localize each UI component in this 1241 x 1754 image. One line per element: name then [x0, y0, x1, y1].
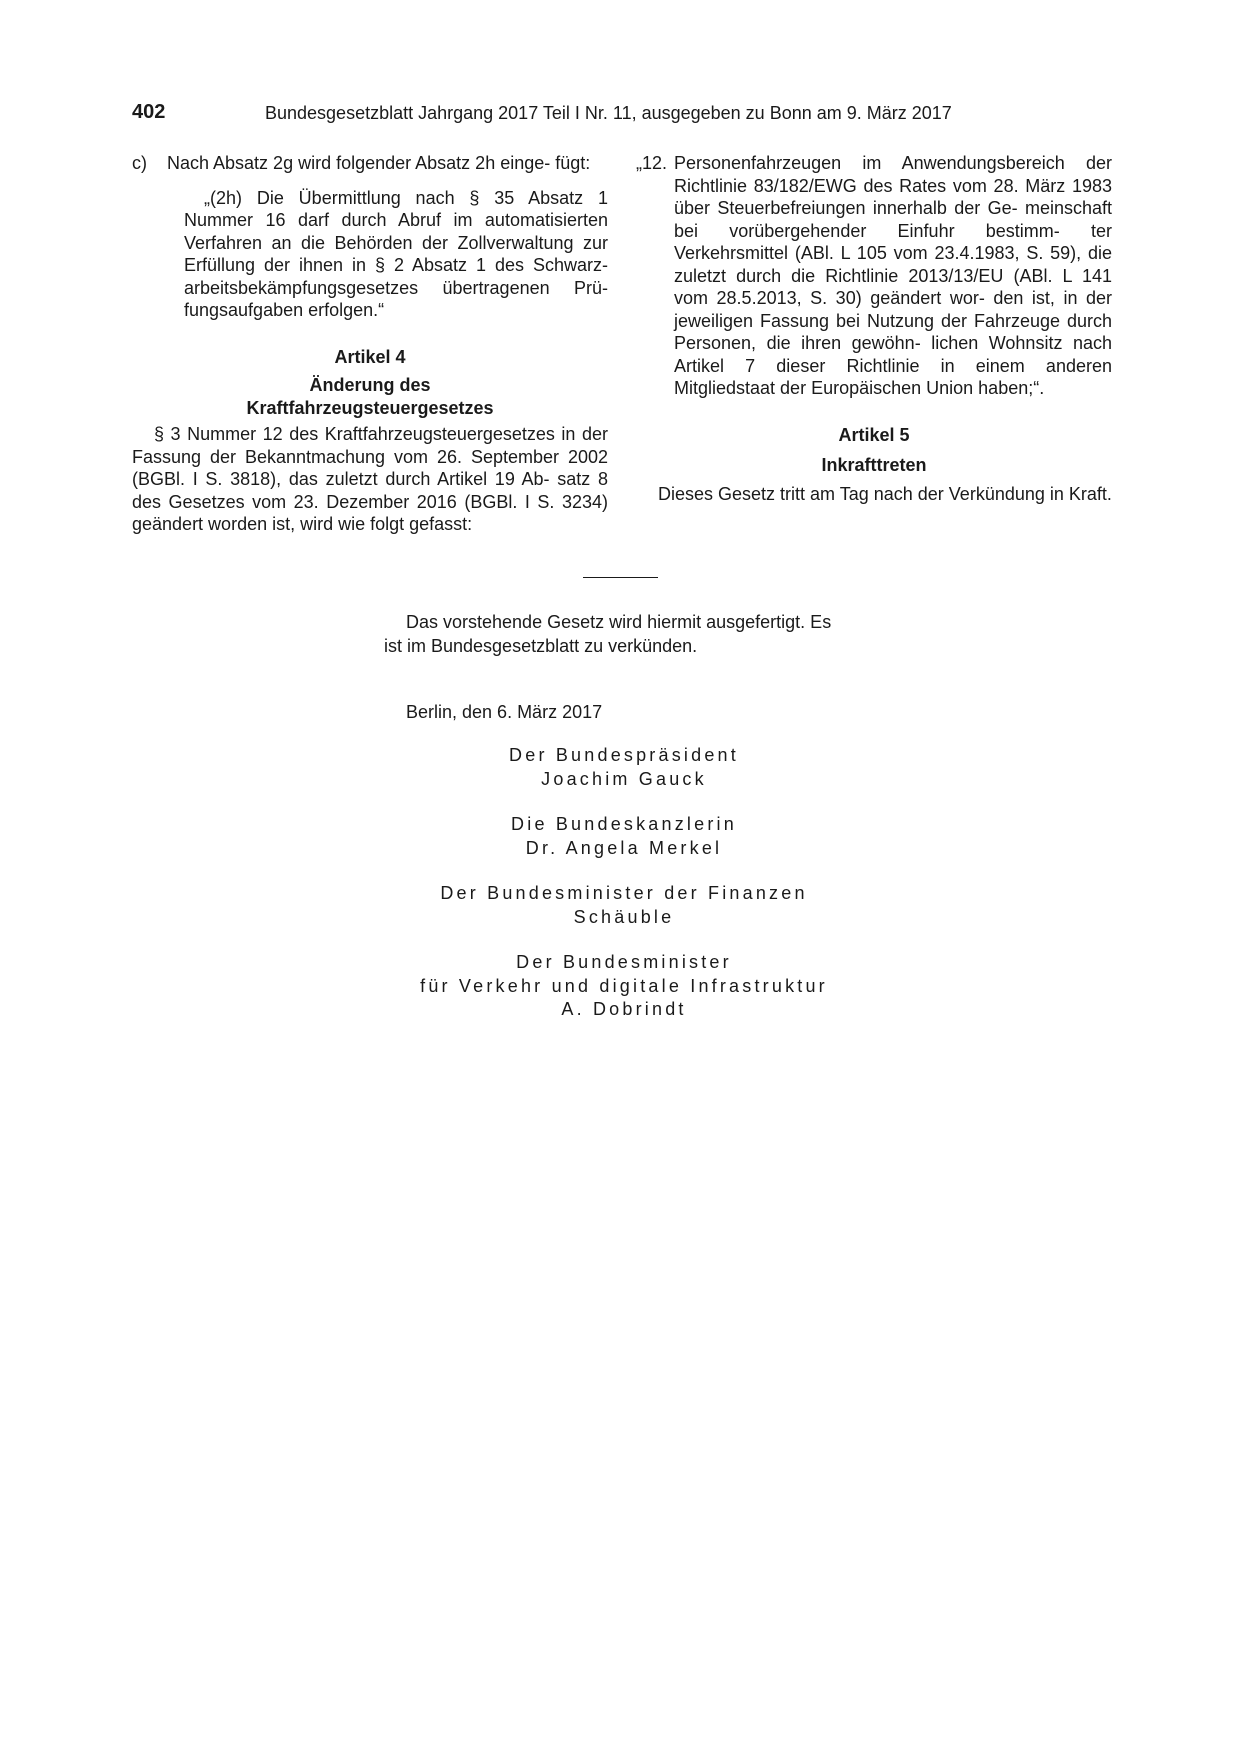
signatory-title: Der Bundespräsident	[509, 745, 739, 765]
item-text: Personenfahrzeugen im Anwendungsbereich der Richtlinie 83/182/EWG des Rates vom 28. März 1983 über Steuerbefreiungen innerhalb der Ge- meinschaft bei vorübergehender Einfuhr bestimm- ter Verkehrsmittel (ABl. L 105 vom 23.4.1983, S. 59), die zuletzt durch die Richtlinie 2013/13/EU (ABl. L 141 vom 28.5.2013, S. 30) geändert wor- den ist, in der jeweiligen Fassung bei Nutzung der Fahrzeuge durch Personen, die ihren gewöhn- lichen Wohnsitz nach Artikel 7 dieser Richtlinie in einem anderen Mitgliedstaat der Europäischen Union haben;“.	[674, 153, 1112, 398]
signatory-name: Dr. Angela Merkel	[525, 837, 723, 858]
signatory-title: Der Bundesminister der Finanzen	[440, 883, 808, 903]
signatory-title: Der Bundesminister	[516, 952, 732, 972]
signatory-name: A. Dobrindt	[561, 999, 687, 1019]
article-4-number: Artikel 4	[334, 346, 406, 367]
article-4-title-line-1: Änderung des	[309, 375, 431, 395]
place-date: Berlin, den 6. März 2017	[406, 702, 603, 722]
page-number: 402	[132, 101, 166, 123]
right-column	[636, 152, 1112, 505]
promulgation-line-1: Das vorstehende Gesetz wird hiermit ausgefertigt. Es	[406, 612, 832, 632]
article-5-number: Artikel 5	[838, 424, 910, 445]
article-5-text: Dieses Gesetz tritt am Tag nach der Verkündung in Kraft.	[658, 483, 1112, 504]
signatory-title: Die Bundeskanzlerin	[511, 814, 737, 834]
signatory-name: Joachim Gauck	[541, 768, 707, 789]
signatory-chancellor	[384, 813, 864, 860]
item-label: c)	[132, 153, 147, 173]
left-column	[132, 152, 608, 536]
quoted-paragraph-2h: „(2h) Die Übermittlung nach § 35 Absatz 1 Nummer 16 darf durch Abruf im automatisierten Verfahren an die Behörden der Zollverwaltung zur Erfüllung der ihnen in § 2 Absatz 1 des Schwarz- arbeitsbekämpfungsgesetzes übertragenen Prü- fungsaufgaben erfolgen.“	[184, 187, 608, 320]
running-head: Bundesgesetzblatt Jahrgang 2017 Teil I Nr. 11, ausgegeben zu Bonn am 9. März 2017	[265, 103, 952, 123]
promulgation-formula	[384, 610, 864, 658]
item-text: Nach Absatz 2g wird folgender Absatz 2h einge- fügt:	[167, 153, 591, 173]
article-4-title-line-2: Kraftfahrzeugsteuergesetzes	[246, 397, 494, 418]
list-item-12	[636, 152, 1112, 400]
item-label: „12.	[636, 153, 668, 173]
signatory-name: Schäuble	[573, 906, 675, 927]
signatory-title-line-2: für Verkehr und digitale Infrastruktur	[420, 975, 828, 996]
signatory-transport-minister	[384, 951, 864, 1022]
list-item-c	[132, 152, 608, 175]
article-5-title: Inkrafttreten	[821, 455, 927, 475]
promulgation-line-2: ist im Bundesgesetzblatt zu verkünden.	[384, 636, 698, 656]
separator-line	[583, 577, 658, 578]
signatory-finance-minister	[384, 882, 864, 929]
signatory-president	[384, 744, 864, 791]
article-4-text: § 3 Nummer 12 des Kraftfahrzeugsteuergesetzes in der Fassung der Bekanntmachung vom 26. September 2002 (BGBl. I S. 3818), das zuletzt durch Artikel 19 Ab- satz 8 des Gesetzes vom 23. Dezember 2016 (BGBl. I S. 3234) geändert worden ist, wird wie folgt gefasst:	[132, 424, 608, 534]
